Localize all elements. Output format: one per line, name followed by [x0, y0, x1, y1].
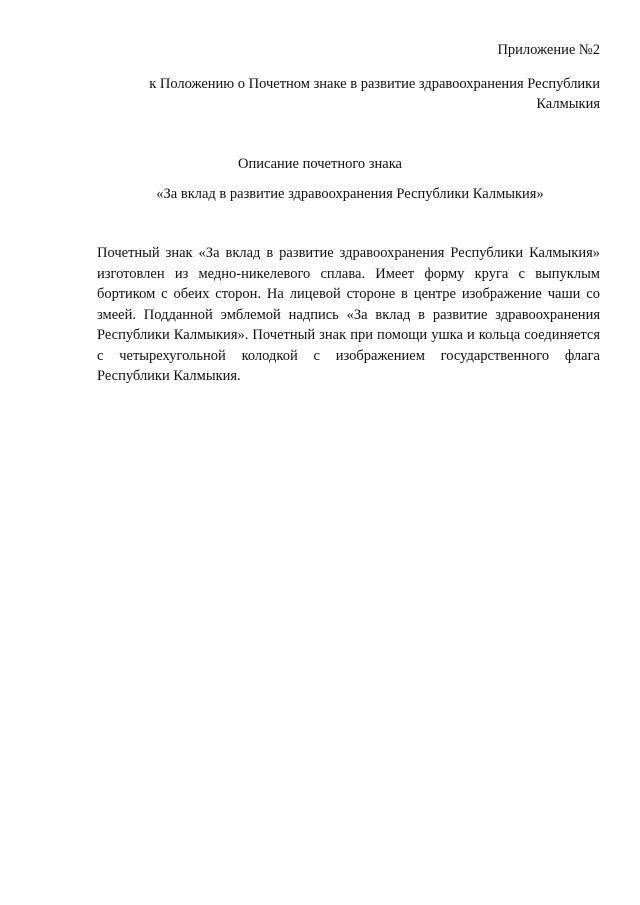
badge-name-title: «За вклад в развитие здравоохранения Республики Калмыкия» [156, 186, 544, 202]
appendix-reference: к Положению о Почетном знаке в развитие здравоохранения Республики Калмыкия [149, 76, 600, 112]
description-title: Описание почетного знака [238, 156, 402, 172]
appendix-number: Приложение №2 [497, 42, 600, 58]
description-paragraph: Почетный знак «За вклад в развитие здравоохранения Республики Калмыкия» изготовлен из медно-никелевого сплава. Имеет форму круга с выпуклым бортиком с обеих сторон. На лицевой стороне в центре изображение чаши со змеей. Подданной эмблемой надпись «За вклад в развитие здравоохранения Республики Калмыкия». Почетный знак при помощи ушка и кольца соединяется с четырехугольной колодкой с изображением государственного флага Республики Калмыкия. [97, 245, 600, 384]
